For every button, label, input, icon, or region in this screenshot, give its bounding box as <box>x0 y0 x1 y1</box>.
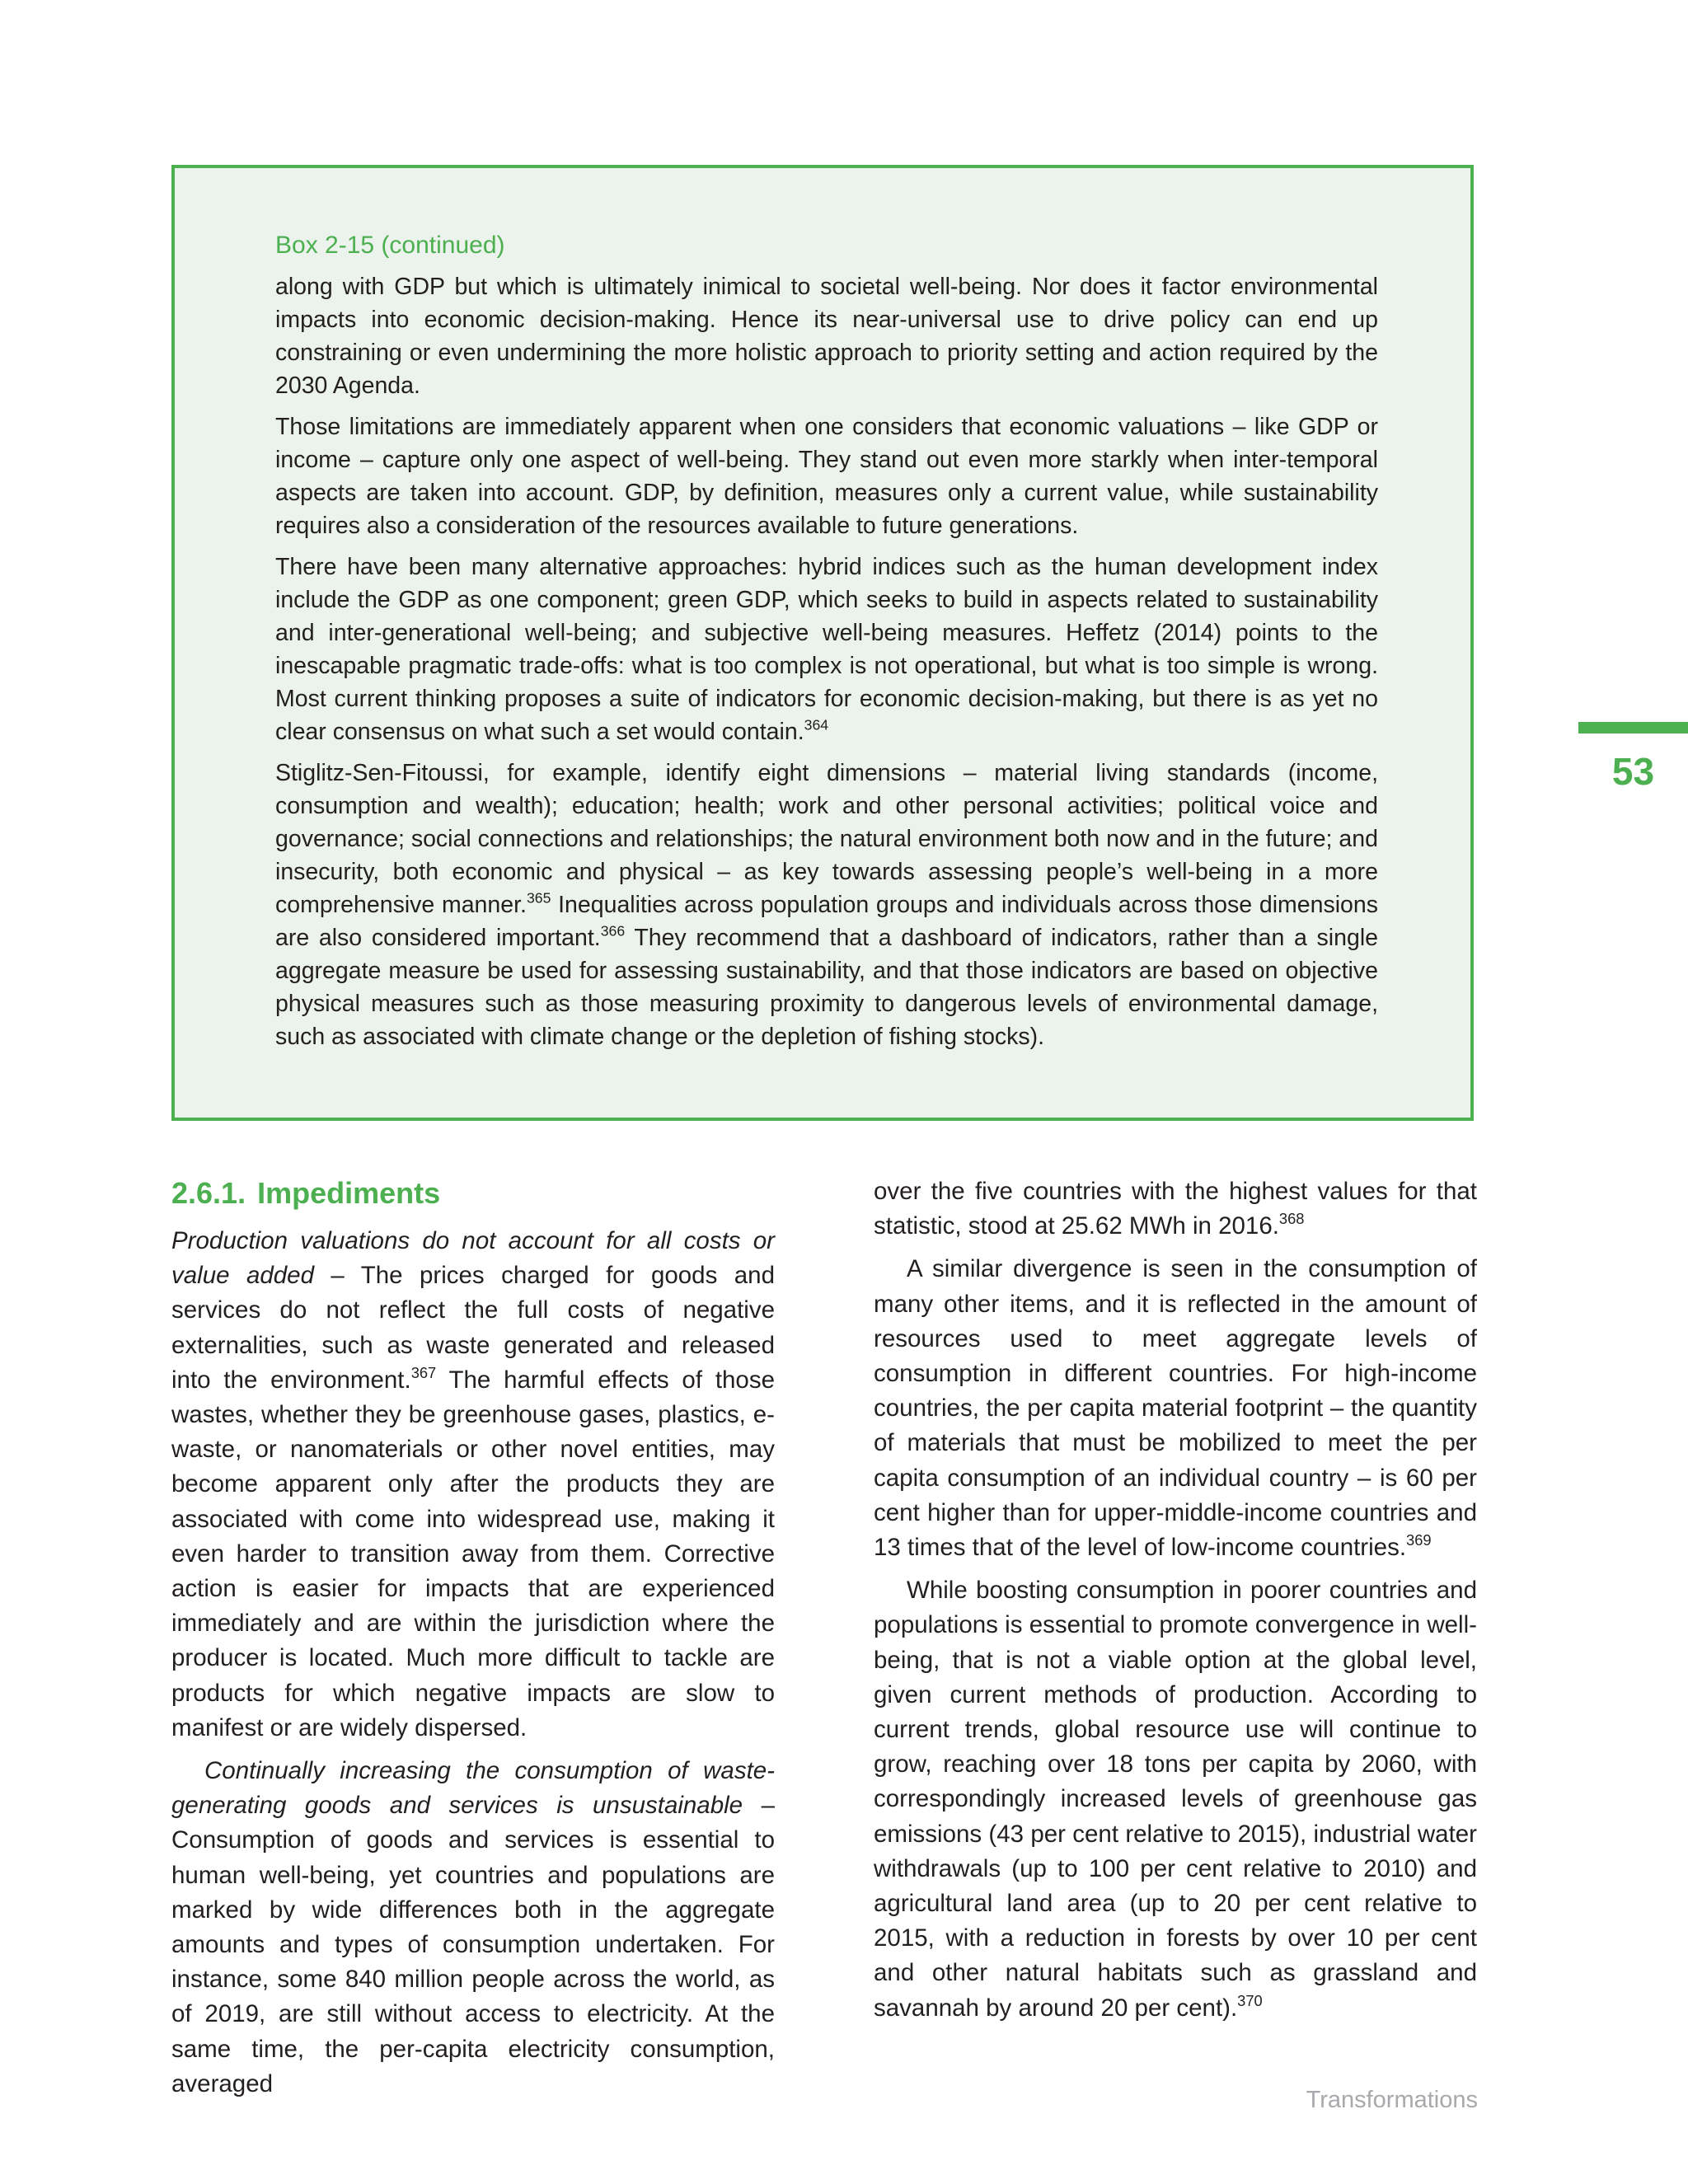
box-paragraph-2-text: Those limitations are immediately apparent when one considers that economic valuations – like GDP or income – capture only one aspect of well-being. They stand out even more starkly when inter-temporal aspects are taken into account. GDP, by definition, measures only a current value, while sustainability requires also a consideration of the resources available to future generations. <box>275 414 1378 539</box>
section-heading <box>171 1174 775 1212</box>
right-column <box>874 1174 1477 2034</box>
right-paragraph-1-text: over the five countries with the highest values for that statistic, stood at 25.62 MWh in 2016. <box>874 1178 1477 1240</box>
box-paragraph-4 <box>275 757 1378 1053</box>
left-paragraph-1-text-b: The harmful effects of those wastes, whether they be greenhouse gases, plastics, e-waste, or nanomaterials or other novel entities, may become apparent only after the products they are associated with come into widespread use, making it even harder to transition away from them. Corrective action is easier for impacts that are experienced immediately and are within the jurisdiction where the producer is located. Much more difficult to tackle are products for which negative impacts are slow to manifest or are widely dispersed. <box>171 1366 775 1741</box>
left-paragraph-1-lead: Production valuations do not account for all costs or value added <box>171 1227 775 1290</box>
right-paragraph-3-text: While boosting consumption in poorer countries and populations is essential to promote convergence in well-being, that is not a viable option at the global level, given current methods of production. According to current trends, global resource use will continue to grow, reaching over 18 tons per capita by 2060, with correspondingly increased levels of greenhouse gas emissions (43 per cent relative to 2015), industrial water withdrawals (up to 100 per cent relative to 2010) and agricultural land area (up to 20 per cent relative to 2015, with a reduction in forests by over 10 per cent and other natural habitats such as grassland and savannah by around 20 per cent). <box>874 1577 1477 2022</box>
right-paragraph-3 <box>874 1573 1477 2026</box>
left-paragraph-1-text-a: – The prices charged for goods and services do not reflect the full costs of negative externalities, such as waste generated and released into the environment. <box>171 1262 775 1394</box>
footnote-ref-365[interactable]: 365 <box>526 889 551 907</box>
box-paragraph-1 <box>275 270 1378 402</box>
box-paragraph-3 <box>275 551 1378 748</box>
box-paragraph-4-text-b: Inequalities across population groups and individuals across those dimensions are also considered important. <box>275 892 1378 951</box>
box-content <box>275 229 1378 1062</box>
footnote-ref-367[interactable]: 367 <box>410 1363 437 1381</box>
running-footer: Transformations <box>1306 2087 1478 2113</box>
left-paragraph-2-lead: Continually increasing the consumption of waste-generating goods and services is unsustainable <box>171 1757 775 1820</box>
left-paragraph-2-text: – Consumption of goods and services is essential to human well-being, yet countries and populations are marked by wide differences both in the aggregate amounts and types of consumption undertaken. For instance, some 840 million people across the world, as of 2019, are still without access to electricity. At the same time, the per-capita electricity consumption, averaged <box>171 1792 776 2097</box>
section-title: Impediments <box>257 1176 441 1210</box>
box-paragraph-2 <box>275 410 1378 542</box>
right-paragraph-2-text: A similar divergence is seen in the consumption of many other items, and it is reflected in the amount of resources used to meet aggregate levels of consumption in different countries. For high-income countries, the per capita material footprint – the quantity of materials that must be mobilized to meet the per capita consumption of an individual country – is 60 per cent higher than for upper-middle-income countries and 13 times that of the level of low-income countries. <box>874 1255 1477 1562</box>
section-number: 2.6.1. <box>171 1176 246 1210</box>
footnote-ref-370[interactable]: 370 <box>1237 1991 1263 2009</box>
page-number-tab-bar <box>1578 722 1688 733</box>
right-paragraph-1 <box>874 1174 1477 1244</box>
box-paragraph-3-text: There have been many alternative approaches: hybrid indices such as the human development index include the GDP as one component; green GDP, which seeks to build in aspects related to sustainability and inter-generational well-being; and subjective well-being measures. Heffetz (2014) points to the inescapable pragmatic trade-offs: what is too complex is not operational, but what is too simple is wrong. Most current thinking proposes a suite of indicators for economic decision-making, but there is as yet no clear consensus on what such a set would contain. <box>275 554 1378 745</box>
footnote-ref-364[interactable]: 364 <box>804 716 829 733</box>
continued-box <box>171 165 1474 1121</box>
box-paragraph-4-text-a: Stiglitz-Sen-Fitoussi, for example, identify eight dimensions – material living standards (income, consumption and wealth); education; health; work and other personal activities; political voice and governance; social connections and relationships; the natural environment both now and in the future; and insecurity, both economic and physical – as key towards assessing people’s well-being in a more comprehensive manner. <box>275 760 1378 918</box>
box-title: Box 2-15 (continued) <box>275 232 505 259</box>
left-column <box>171 1174 775 2110</box>
footnote-ref-366[interactable]: 366 <box>600 922 626 940</box>
footnote-ref-368[interactable]: 368 <box>1278 1210 1305 1228</box>
left-paragraph-1 <box>171 1224 775 1746</box>
left-paragraph-2 <box>171 1754 775 2102</box>
footnote-ref-369[interactable]: 369 <box>1406 1531 1432 1549</box>
page-number: 53 <box>1611 750 1655 793</box>
box-paragraph-4-text-c: They recommend that a dashboard of indicators, rather than a single aggregate measure be used for assessing sustainability, and that those indicators are based on objective physical measures such as those measuring proximity to dangerous levels of environmental damage, such as associated with climate change or the depletion of fishing stocks). <box>275 925 1378 1050</box>
right-paragraph-2 <box>874 1252 1477 1565</box>
box-paragraph-1-text: along with GDP but which is ultimately inimical to societal well-being. Nor does it factor environmental impacts into economic decision-making. Hence its near-universal use to drive policy can end up constraining or even undermining the more holistic approach to priority setting and action required by the 2030 Agenda. <box>275 274 1378 399</box>
